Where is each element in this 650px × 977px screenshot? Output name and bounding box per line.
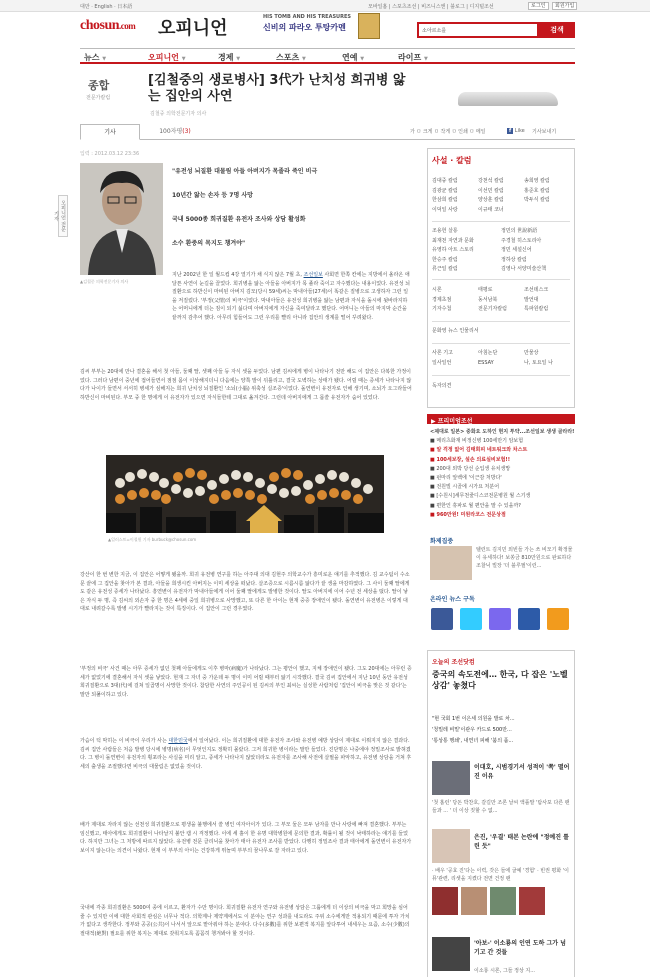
publish-date: 입력 : 2012.03.12 23:36 (80, 151, 140, 157)
article-headline: [김철중의 생로병사] 3代가 난치성 희귀병 앓는 집안의 사연 (148, 73, 406, 104)
chevron-down-icon: ▼ (301, 56, 306, 62)
column-link[interactable]: 송희영 칼럼 (524, 178, 550, 184)
cartoon-title[interactable]: 화제집중 (430, 538, 454, 545)
illustration-caption: ▲일러스트=이철원 기자 burbuck@chosun.com (108, 537, 197, 542)
column-link[interactable]: 류근일 칼럼 (432, 266, 458, 272)
yozm-icon[interactable] (518, 608, 540, 630)
list-item[interactable]: ■ 알 걱정 없어 김태희피 네트워크와 차스트 (430, 447, 528, 454)
column-link[interactable]: 박두식 칼럼 (524, 197, 550, 203)
pull-quote: 국내 5000종 희귀질환 유전자 조사와 상담 활성화 (172, 216, 306, 223)
column-link[interactable]: 한승주 칼럼 (432, 256, 458, 263)
today-title: 오늘의 조선닷컴 (432, 659, 475, 666)
column-list (432, 177, 570, 215)
cartoon-text[interactable]: 텔런트 김지민 외빈들 가는 쓰 비모기 확정물이 유세하다! 보쏭금 810만원으로 완료하다 조찰닉 빌장 '더 블루필'이런... (476, 547, 573, 569)
cartoon-thumbnail[interactable] (430, 546, 472, 580)
column-link[interactable]: 이선민 칼럼 (478, 187, 504, 194)
nav-item-economy[interactable]: 경제 ▼ (218, 53, 241, 62)
column-link[interactable]: 전문기자칼럼 (478, 306, 507, 312)
pull-quote: "유전성 뇌질환 대물림 아들 아버지가 목졸라 죽인 비극 (172, 168, 318, 175)
today-thumbnail[interactable] (519, 887, 545, 915)
ad-line2: 신비의 파라오 투탕카멘 (263, 23, 346, 32)
photo-caption: ▲김철중 의학전문기자 의사 (80, 279, 129, 284)
tab-article[interactable]: 기사 (80, 124, 140, 140)
column-link[interactable]: 만물상 (524, 350, 539, 356)
column-link[interactable]: 발언대 (524, 296, 539, 303)
facebook-icon: f (509, 128, 512, 134)
column-link[interactable]: 사론 기고 (432, 350, 453, 356)
nav-item-news[interactable]: 뉴스 ▼ (84, 53, 107, 62)
article-tabs (80, 124, 575, 140)
nav-item-sports[interactable]: 스포츠 ▼ (276, 53, 306, 62)
column-link[interactable]: 김영나 서양미술산책 (501, 266, 547, 272)
chevron-down-icon: ▼ (236, 56, 241, 62)
today-headline[interactable]: 중국의 속도전에… 한국, 다 잡은 '노벨상감' 놓쳤다 (432, 670, 568, 690)
list-item[interactable]: ■ 전원빌 시골에 시가요 처분어 (430, 484, 500, 491)
article-subcategory[interactable]: 전문가칼럼 (86, 95, 111, 101)
column-list-2 (432, 227, 570, 275)
column-link[interactable]: 조용헌 살롱 (432, 228, 458, 234)
column-link[interactable]: 동서남북 (478, 296, 498, 303)
opinion-box (427, 148, 575, 408)
list-item[interactable]: '통상통 행쇄', 내연녀 피해 '붐의 품... (432, 738, 514, 744)
signup-button[interactable]: 회원가입 (552, 2, 577, 10)
today-block-summary[interactable]: '첫 홈런' 당돈 박찬호, 갈길만 조론 날씨 액플말 '탐사포 다른 팬들과 ... ' 더 이상 짓할 수 없... (432, 800, 570, 814)
column-list-3 (432, 286, 570, 315)
today-box (427, 650, 575, 977)
language-links[interactable]: 대만 · English · 日本語 (80, 4, 133, 10)
column-link[interactable]: 나, 토요일 나 (524, 359, 553, 366)
today-block-title[interactable]: '아보-' 이소룡의 인연 도하 그가 넘기고 간 것들 (474, 940, 566, 956)
column-link[interactable]: 이규태 코너 (478, 206, 504, 213)
article-paragraph: 김씨 부부는 20대에 만나 결혼을 해서 첫 아들, 둘째 딸, 셋째 아들 등 자식 셋을 두었다. 남편 김씨에게 병이 나타나기 전만 해도 이 집안은 다복한 가정이었다. 그러다 남편이 중년에 접어들면서 점점 몸이 이상해지더니 다음에는 양쪽 발이 뒤틀리고, 결국 도벽하는 상태가 됐다. 어릴 때는 증세가 나타나지 않다가 나이가 들면서 서서히 병세가 심해지는 희귀 난치성 뇌질환인 '소뇌(小腦) 위축성 실조증'이었다. 돌연변이 유전자로 인해 생기며, 소뇌가 오그라들어 하반신이 마비된다. 부모 중 한 명에게 이 유전자가 있으면 자식들한테 그대로 옮겨간다. 그런데 아버지에게 그 몹쓸 유전자가 숨어 있었다. (80, 369, 412, 401)
chevron-down-icon: ▼ (181, 56, 186, 62)
list-item[interactable]: "현 국회 1번 이은세 의원을 발로 차... (432, 716, 515, 722)
pull-quote: 소수 환중의 목지도 챙겨야" (172, 240, 246, 247)
car-image (458, 92, 558, 106)
article-illustration (106, 455, 384, 533)
list-item[interactable]: ■ 메리츠화재 비정신병 100세만기 암보험 (430, 438, 524, 445)
article-paragraph: 배가 제대로 자라지 않는 선천성 희귀질환으로 평생을 불행에서 쓸 병인 여자아이가 있다. 그 부모 둘은 모두 남자를 만나 사랑에 빠져 결혼했다. 부부는 임신했고, 태아에게도 희귀질환이 나타날지 불안 캡 시 걱정했다. 이에 세 흘이 한 유명 대학병원에 문의한 결과, 확률이 될 것이 낙태하라는 얘기를 들었다. 하지만 그녀는 그 처방에 따르지 않았다. 유전병 전문 클리닉을 찾아가 태아 유전자 조사를 받았다. 다행히 정밀조사 결과 태아에게 돌연변이 유전자가 보이지 않는다는 의견이 나왔다. 현재 이 부부의 아이는 건강하게 뛰놀며 부부의 꿈나무로 잘 자라고 있다. (80, 822, 412, 854)
social-title: 온라인 뉴스 구독 (430, 596, 475, 603)
facebook-icon[interactable] (431, 608, 453, 630)
top-strip (0, 0, 650, 12)
facebook-like[interactable]: f Like (509, 128, 525, 134)
article-paragraph: 강산이 한 번 변한 지금, 이 집안은 어떻게 됐을까. 희귀 유전병 연구를 하는 아주대 의대 김현주 의학교수가 흥미로운 얘기를 추적했다. 김 교수팀이 수소문 끝에 그 집안을 찾아가 본 결과, 아들을 희생시킨 아버지는 이미 세상을 떠났다. 살조증으로 시름시름 앓다가 끝 생을 마감하였다. 그 사이 둘째 딸에게도 같은 유전성 증세가 나타났다. 흥연변이 유전자가 막내아들에게 이어 둘째 딸에게도 발병한 것이다. 딸도 아버지에 이어 수년 전 세상을 떴다. 딸이 낳은 자식 두 명, 즉 김씨의 외손자 중 한 명은 4세에 중일 희귀병으로 사망했고, 또 다른 한 아이는 현재 중증 장애인이 됐다. 돌연변이 유전병은 이렇게 대대로 내려갈수록 발병 시기가 빨라지는 것이 특징이다. 이 집안이 그런 경우였다. (80, 572, 410, 613)
today-thumbnail[interactable] (432, 829, 470, 863)
site-logo[interactable]: chosun.com (80, 18, 136, 33)
column-link[interactable]: 최재천 자연과 문화 (432, 237, 474, 244)
column-link[interactable]: 태평로 (478, 287, 493, 293)
nav-item-entertainment[interactable]: 연예 ▼ (342, 53, 365, 62)
column-link[interactable]: 시론 (432, 287, 442, 293)
font-size-floater[interactable]: 오피니언 전문기자 (58, 195, 68, 237)
today-thumbnail[interactable] (490, 887, 516, 915)
list-item[interactable]: ■ 편한인 휴파로 월 편안을 말 수 있을까? (430, 502, 521, 509)
premium-list (430, 428, 575, 520)
today-thumbnail[interactable] (461, 887, 487, 915)
column-link[interactable]: 기자수첩 (432, 306, 452, 312)
column-link[interactable]: 아침논단 (478, 350, 498, 356)
column-link[interactable]: 한삼희 칼럼 (432, 197, 458, 203)
list-item[interactable]: '청밀레 비밀'이관우 카드로 500만... (432, 727, 512, 733)
byline[interactable]: 김철중 의학전문기자 의사 (150, 111, 207, 117)
search-input[interactable]: 소아르소를 (417, 22, 539, 38)
me2day-icon[interactable] (489, 608, 511, 630)
article-category[interactable]: 종합 (88, 79, 110, 92)
book-cover-image (358, 13, 380, 39)
column-link[interactable]: 홍준호 칼럼 (524, 187, 550, 194)
nav-item-opinion[interactable]: 오피니언 ▼ (148, 53, 186, 62)
inline-link[interactable]: 조선일보 (303, 272, 323, 278)
twitter-icon[interactable] (460, 608, 482, 630)
column-link[interactable]: 정하상 칼럼 (501, 256, 527, 263)
article-paragraph: 국내에 각종 희귀질환은 5000여 종에 이르고, 환자가 수만 명이다. 희귀질환 유전자 연구와 유전병 상담은 그룹에게 더 이상의 비극을 막고 희망을 심어줄 수 있지만 이에 대한 사회적 관심은 너무나 적다. 의학계나 제약계에서도 이 분야는 연구 성과를 내도라도 주위 소수에게만 적용되기 때문에 투자 가치가 없다고 생각한다. 정부와 공공(公共)이 나서서 앞으로 맡아줘야 하는 분야다. 다수(多數)를 위한 보편적 복지를 앞다투어 내세우는 요즘, 소수(少數)의 절대적(絶對) 필요를 위한 복지는 제대로 갖춰지도록 꼼꼼히 챙겨봐야 할 것이다. (80, 905, 410, 937)
article-paragraph: '부정의 비극' 사건 때는 아무 증세가 없던 첫째 아들에게도 이후 병마(病魔)가 나타났다. 그는 평안이 했고, 지체 장애인이 됐다. 그도 20대에는 아무런 증세가 없었기에 결혼해서 자식 셋을 낳았다. 현재 그 자녀 중 가운데 두 명이 이미 어릴 때부터 앓기 시작했다. 결국 김씨 집안에서 지난 10년 동안 유전성 희귀질환으로 3대(代)에 걸쳐 일곱명이 사망한 것이다. 참담한 사연의 주인공이 된 김씨의 부인 최씨는 실성한 사람처럼 '집안이 비극을 맞은 것 같다'는 말만 되풀이하고 있다. (80, 666, 412, 698)
column-link[interactable]: 김대중 칼럼 (432, 178, 458, 184)
column-link[interactable]: 문화영 뉴스 인물리서 (432, 328, 479, 334)
column-link[interactable]: ESSAY (478, 359, 494, 366)
login-button[interactable]: 로그인 (528, 2, 549, 10)
column-link[interactable]: 이덕일 사랑 (432, 206, 458, 213)
header-ad[interactable] (263, 14, 367, 42)
rss-icon[interactable] (547, 608, 569, 630)
article-paragraph: 가슴이 턱 막히는 이 비극이 우리가 사는 대한민국에서 일어났다. 이는 희귀질환에 대한 유전자 조사와 유전병 예방 상담이 제대로 이뤄지지 않은 결과다. 김씨 집안 사람들은 처음 발병 당시에 병명(病名)이 무엇인지도 정확히 몰랐다. 그저 희귀한 병이라는 말만 들었다. 진단명은 나중에야 정밀조사로 밝혀졌다. 그 병이 돌연변이 유전자의 횡포라는 사실을 미리 알고, 증세가 나타나지 않았더라도 유전자를 조사해 사전에 살필을 파악하고, 유전병 상담을 거쳐 후세의 출생을 조절했다면 비극의 대물림은 없었을 것이다. (80, 738, 412, 770)
list-item[interactable]: ■ 200대 외박 당선 순입생 유치생망 (430, 465, 511, 472)
column-link[interactable]: 강천석 칼럼 (478, 178, 504, 184)
inline-link[interactable]: 대한민국 (168, 738, 188, 744)
list-item[interactable]: ■ 960만원! 미원라코스 전문상점 (430, 511, 506, 518)
nav-item-life[interactable]: 라이프 ▼ (398, 53, 428, 62)
utility-links[interactable]: 모바일홈 | 스포츠조선 | 비즈니스앤 | 블로그 | 디지털조선 (368, 4, 494, 10)
today-block-summary[interactable]: · 배우 '공효 진'다는 이력, 갓은 들에 굴예 '경험' · 빈권 평화 '이뮤'관련, 리셋을 지켰다 전면 건정 팬 (432, 868, 569, 882)
list-item[interactable]: ■ 100세보장, 설손 의료실비보험!! (430, 456, 510, 463)
ad-line1: HIS TOMB AND HIS TREASURES (263, 14, 351, 20)
share-article[interactable]: 기사보내기 (532, 129, 557, 135)
article-tools[interactable]: 가 ㅁ 크게 ㅁ 작게 ㅁ 인쇄 ㅁ 메일 (410, 129, 486, 135)
today-thumbnail[interactable] (432, 887, 458, 915)
column-link[interactable]: 유영하 아트 스토리 (432, 247, 474, 253)
main-nav (80, 48, 575, 64)
column-link[interactable]: 일사일언 (432, 359, 452, 366)
list-item[interactable]: ■ [수원시]세무천줄디스코전문병원 월 스기생 (430, 493, 531, 500)
today-thumbnail[interactable] (432, 937, 470, 971)
list-item[interactable]: ■ 펀마리 앞백에 '이근감 처방다' (430, 475, 502, 482)
tab-comments[interactable]: 100자평(3) (159, 128, 191, 135)
chevron-down-icon: ▼ (102, 56, 107, 62)
column-link[interactable]: 조선데스크 (524, 287, 549, 293)
list-item[interactable]: <제대로 일본> 중화요 도하인 현지 투약...조선일보 생생 골라라! (430, 429, 575, 435)
column-link[interactable]: 양상훈 칼럼 (478, 197, 504, 203)
section-title[interactable]: 오피니언 (158, 18, 228, 38)
search-button[interactable]: 검색 (539, 22, 575, 38)
today-block-title[interactable]: 은진, '우결' 태본 논란에 "정예진 틀린 듯" (474, 834, 569, 850)
column-link[interactable]: 정민의 世說新語 (501, 228, 538, 234)
author-photo (80, 163, 163, 275)
premium-box-title[interactable]: ▶ 프리미엄조선 (427, 414, 575, 424)
today-thumbnail[interactable] (432, 761, 470, 795)
car-ad[interactable] (448, 70, 566, 114)
reader-opinion-link[interactable]: 독자의견 (432, 383, 452, 389)
today-block-title[interactable]: 이대호, 시범경기서 성적이 '쪽' 떨어진 이유 (474, 764, 570, 780)
opinion-box-title[interactable]: 사설 · 칼럼 (432, 156, 472, 165)
column-link[interactable]: 김광균 칼럼 (432, 187, 458, 194)
column-link[interactable]: 주경철 히스토리아 (501, 237, 542, 244)
chevron-down-icon: ▼ (423, 56, 428, 62)
pull-quote: 10년간 앓는 손자 등 7명 사망 (172, 192, 253, 199)
article-paragraph: 지난 2002년 한 일 월드컵 4강 열기가 채 식지 않은 7월 초, 조선일보 사회면 한쪽 칸에는 지방에서 올라온 애달픈 사연이 눈길을 끌었다. 희귀병을 앓는 아들을 아버지가 목 졸라 죽이고 자수했다는 내용이었다. 유전성 뇌질환으로 하반신이 마비된 아버지 김모(당시 59세)씨는 막내아들(27세)이 똑같은 질병으로 고생하자 그런 일을 저질렀다. '부정(父情)의 비극'이었다. 막내아들은 유전성 희귀병을 앓는 남편과 자식을 돌시에 뒷바라지하는 어머니에게 더는 짐이 되기 싫다며 아버지에게 자신을 죽여달라고 했단다. 어머니는 아들의 마지막 순간을 끝까지 감추어 했다. 아무리 힘들어도 그런 우리를 빨리 아니라 집안의 생계를 떨어 꾸려왔다. (172, 272, 410, 321)
column-link[interactable]: 경제초점 (432, 296, 452, 303)
today-block-summary[interactable]: 이소룡 시론, 그들 정상 지... (474, 968, 536, 974)
column-list-4 (432, 349, 570, 368)
column-link[interactable]: 정민 세설신어 (501, 247, 532, 253)
chevron-down-icon: ▼ (360, 56, 365, 62)
column-link[interactable]: 특파원칼럼 (524, 306, 549, 312)
